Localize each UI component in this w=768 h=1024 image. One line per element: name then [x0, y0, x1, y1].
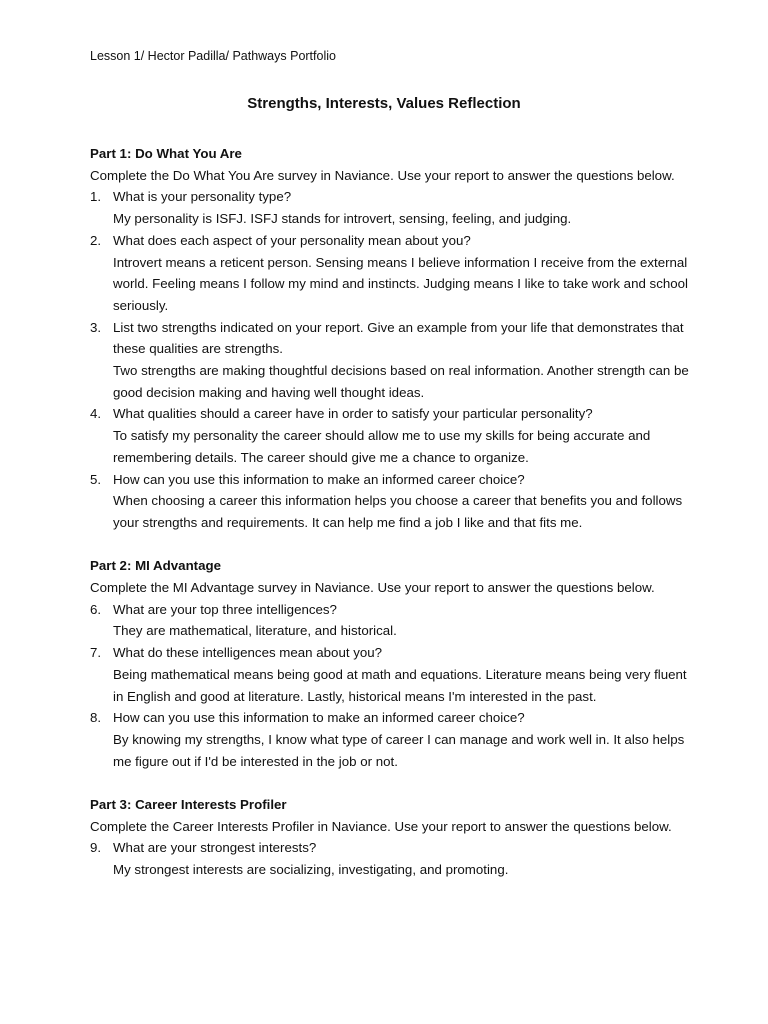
answer-text: My personality is ISFJ. ISFJ stands for introvert, sensing, feeling, and judging.: [113, 211, 572, 227]
question-text: How can you use this information to make an informed career choice?: [113, 471, 525, 487]
question-number: 2.: [90, 232, 102, 248]
question-text: What do these intelligences mean about you?: [113, 645, 383, 661]
question-number: 3.: [90, 319, 102, 335]
part-title: Part 1: Do What You Are: [90, 146, 242, 161]
part-instructions: Complete the Do What You Are survey in Naviance. Use your report to answer the questions below.: [90, 167, 675, 183]
question-number: 6.: [90, 601, 102, 617]
answer-text: They are mathematical, literature, and historical.: [113, 623, 397, 639]
question-number: 8.: [90, 710, 102, 726]
document-title: Strengths, Interests, Values Reflection: [247, 95, 521, 112]
question-number: 7.: [90, 645, 102, 661]
document-body: [90, 143, 690, 903]
question-text: List two strengths indicated on your report. Give an example from your life that demonstrates that these qualities are strengths.: [113, 319, 684, 357]
question-item: [90, 317, 690, 404]
document-header: Lesson 1/ Hector Padilla/ Pathways Portfolio: [90, 49, 336, 63]
question-text: What are your strongest interests?: [113, 840, 317, 856]
question-item: [90, 837, 690, 880]
part-1-section: [90, 143, 690, 534]
answer-text: Two strengths are making thoughtful decisions based on real information. Another strength can be good decision making and having well thought ideas.: [113, 363, 689, 400]
answer-text: To satisfy my personality the career should allow me to use my skills for being accurate and remembering details. The career should give me a chance to organize.: [113, 428, 651, 465]
question-item: [90, 230, 690, 317]
part-2-section: [90, 555, 690, 772]
question-item: [90, 186, 690, 229]
answer-text: Being mathematical means being good at math and equations. Literature means being very fluent in English and good at literature. Lastly, historical means I'm interested in the past.: [113, 666, 687, 704]
question-text: What is your personality type?: [113, 189, 292, 205]
question-item: [90, 642, 690, 707]
question-item: [90, 403, 690, 468]
question-text: What does each aspect of your personality mean about you?: [113, 232, 471, 248]
question-number: 4.: [90, 406, 102, 422]
part-instructions: Complete the Career Interests Profiler in Naviance. Use your report to answer the questions below.: [90, 818, 672, 834]
answer-text: When choosing a career this information helps you choose a career that benefits you and follows your strengths and requirements. It can help me find a job I like and that fits me.: [113, 493, 683, 530]
answer-text: My strongest interests are socializing, investigating, and promoting.: [113, 862, 509, 878]
question-item: [90, 469, 690, 534]
question-text: What qualities should a career have in order to satisfy your particular personality?: [113, 406, 593, 422]
answer-text: Introvert means a reticent person. Sensing means I believe information I receive from the external world. Feeling means I follow my mind and instincts. Judging means I like to take work and school seriously.: [113, 254, 688, 313]
answer-text: By knowing my strengths, I know what type of career I can manage and work well in. It also helps me figure out if I'd be interested in the job or not.: [113, 731, 685, 769]
question-number: 5.: [90, 471, 102, 487]
question-number: 9.: [90, 840, 102, 856]
part-3-section: [90, 794, 690, 881]
question-item: [90, 707, 690, 772]
question-text: What are your top three intelligences?: [113, 601, 337, 617]
question-item: [90, 599, 690, 642]
part-instructions: Complete the MI Advantage survey in Naviance. Use your report to answer the questions below.: [90, 580, 655, 596]
part-title: Part 2: MI Advantage: [90, 558, 222, 574]
question-text: How can you use this information to make an informed career choice?: [113, 710, 525, 726]
question-number: 1.: [90, 189, 102, 205]
part-title: Part 3: Career Interests Profiler: [90, 797, 287, 813]
